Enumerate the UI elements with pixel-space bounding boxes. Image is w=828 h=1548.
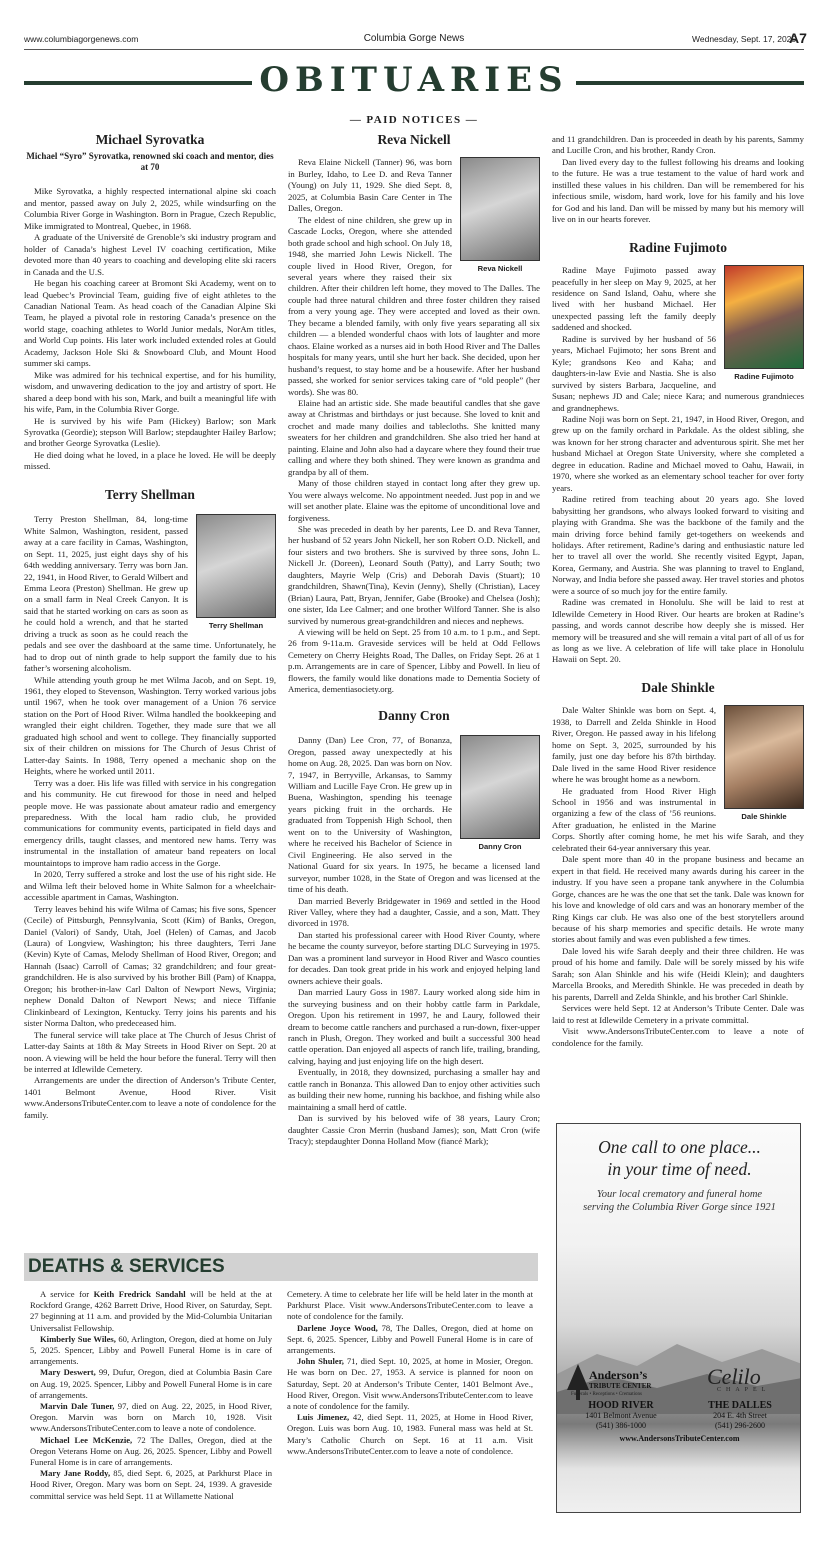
deaths-services-title: DEATHS & SERVICES (28, 1256, 225, 1277)
portrait-photo-nickell (460, 157, 540, 261)
obit-paragraph: She was preceded in death by her parents, Lee D. and Reva Tanner, her husband of 52 years John Nickell, her son Robert O.D. Nickell, and four sisters and two brothers. She is survived by three sons, John L. Nickell Jr. (Doreen), Leonard South (Patty), and Larry South; two daughters, Mayrie Welp (Cris) and Deborah Davis (Stuart); 10 grandchildren, Shawn(Tina), Kevin (Jenny), Shelly (Christian), Lacey (Brian) Laura, Patt, Bryan, Jennifer, Gabe (Brooke) and Chelsea (Josh); one sister, Ida Lee Calmer; and one brother Wilford Tanner. She is also survived by numerous great-grandchildren and nieces and nephews. (288, 523, 540, 626)
obit-paragraph: Elaine had an artistic side. She made beautiful candles that she gave away at Christmas and birthdays or just because. She loved to knit and crochet and made many doilies and tablecloths. She knitted many sweaters for her children and grandchildren. She also tried her hand at painting. Elaine and John also had a daycare where they found their true calling and where they both shined. They were known as grandma and grandpa by all of them. (288, 397, 540, 477)
header-rule (24, 49, 804, 50)
photo-caption: Danny Cron (478, 842, 522, 852)
obit-paragraph: Mike was admired for his technical expertise, and for his humility, wisdom, and unwavering dedication to the joy and artistry of sport. He shared a deep bond with his son, Mark, and built a meaningful life with his wife, Pam, in the Columbia River Gorge. (24, 369, 276, 415)
death-notice: John Shuler, 71, died Sept. 10, 2025, at home in Mosier, Oregon. He was born on Dec. 27, 1953. A service is planned for noon on Saturday, Sept. 20 at Anderson’s Tribute Center, 1401 Belmont Ave., Hood River, Oregon. Visit www.AndersonsTributeCenter.com to leave a note of condolence for the family. (287, 1356, 533, 1412)
issue-date: Wednesday, Sept. 17, 2025 (692, 34, 797, 44)
obit-paragraph: Danny (Dan) Lee Cron, 77, of Bonanza, Oregon, passed away unexpectedly at his home on Aug. 28, 2025. Dan was born on Nov. 7, 1947, in Berryville, Arkansas, to Sammy William and Lucille Faye Cron. He grew up in Buena, Washington, spending his teenage years picking fruit in the orchards. He graduated from Toppenish High School, then went on to the University of Washington, where he received his Bachelor of Science in Civil Engineering. He also served in the National Guard for six years. In 1975, he became a licensed land surveyor, number 1028, in the State of Oregon and was licensed at the time of his death. (288, 735, 540, 895)
anderson-tagline: Funerals • Receptions • Cremations (571, 1392, 642, 1397)
obit-title-shellman: Terry Shellman (105, 486, 195, 502)
death-notice: Darlene Joyce Wood, 78, The Dalles, Oregon, died at home on Sept. 6, 2025. Spencer, Libby and Powell Funeral Home is in care of arrangements. (287, 1322, 533, 1356)
photo-caption: Reva Nickell (477, 264, 523, 274)
portrait-photo-shinkle (724, 705, 804, 809)
obit-paragraph: While attending youth group he met Wilma Jacob, and on Sept. 19, 1961, they eloped to Stevenson, Washington. Terry worked various jobs until 1967, when he took over management of a Union 76 service station on the Port of Hood River. Wilma handled the bookkeeping and wrangled their eight children. Together, they made sure that we all graduated high school and went to college. They financially supported six of their children on missions for The Church of Jesus Christ of Latter-day Saints. In 1988, Terry opened a mechanic shop on the Heights, where he worked until 2011. (24, 674, 276, 777)
death-notice: A service for Keith Fredrick Sandahl will be held at the at Rockford Grange, 4262 Barrett Drive, Hood River, on Saturday, Sept. 27 beginning at 11 a.m. and provided by the Mid-Columbia Unitarian Universalist Fellowship. (30, 1289, 272, 1333)
obit-paragraph: Dale Walter Shinkle was born on Sept. 4, 1938, to Darrell and Zelda Shinkle in Hood River, Oregon. He passed away in his lifelong home on Sept. 3, 2025, surrounded by his family, just one day before his 87th birthday. Dale lived in the same Hood River residence where he was brought home as a newborn. (552, 705, 716, 785)
obit-paragraph: Radine Maye Fujimoto passed away peacefully in her sleep on May 9, 2025, at her residence on Sand Island, Oahu, where she lived with her husband Michael. Her unexpected passing left the family deeply saddened and shocked. (552, 265, 716, 333)
death-notice: Luis Jimenez, 42, died Sept. 11, 2025, at Home in Hood River, Oregon. Luis was born Aug. 10, 1983. Funeral mass was held at St. Mary’s Catholic Church on Sept. 16 at 11 a.m. Visit www.AndersonsTributeCenter.com to leave a note of condolence. (287, 1412, 533, 1456)
ad-subheadline: Your local crematory and funeral home serving the Columbia River Gorge since 1921 (583, 1189, 776, 1213)
column-2 (288, 134, 540, 1244)
ad-location-the-dalles: THE DALLES 204 E. 4th Street (541) 296-2600 (708, 1400, 772, 1430)
obit-paragraph: He graduated from Hood River High School in 1956 and was instrumental in organizing a few of the class of ’56 reunions. After graduation, he enlisted in the Marine Corps. Shortly after coming home, he met his wife Sarah, and they celebrated their 64-year anniversary this year. (552, 785, 804, 853)
obit-subtitle-syrovatka: Michael “Syro” Syrovatka, renowned ski coach and mentor, dies at 70 (26, 151, 274, 172)
deaths-column-1 (30, 1289, 272, 1521)
ad-location-hood-river: HOOD RIVER 1401 Belmont Avenue (541) 386-1000 (585, 1400, 657, 1430)
obit-paragraph: Terry was a doer. His life was filled with service in his congregation and his community. He cut firewood for those in need and helped people move. He was passionate about amateur radio and emergency preparedness. With the local ham radio club, he provided communications for community events, participated in field days and emergency drills, taught classes, and mentored new hams. Terry was instrumental in the installation of amateur band repeaters on local mountaintops to improve ham radio access in the Gorge. (24, 777, 276, 868)
obit-paragraph: Dale loved his wife Sarah deeply and their three children. He was proud of his home and family. Dale will be sorely missed by his wife Sarah; son Alan Shinkle and his wife (Heidi Klein); and daughters Marcella Brooks, and Meredith Shinkle. He was preceded in death by his parents, Darrell and Zelda Shinkle, and his brother Carl Shinkle. (552, 945, 804, 1002)
deaths-column-2 (287, 1289, 533, 1521)
photo-caption: Dale Shinkle (741, 812, 787, 822)
anderson-brand-sub: TRIBUTE CENTER (589, 1382, 652, 1390)
obit-paragraph: Radine was cremated in Honolulu. She will be laid to rest at Idlewilde Cemetery in Hood River. Our hearts are broken at Radine’s passing, and words cannot describe how deeply she is missed. Her memory will be treasured and she will remain a vital part of all of us for as long as we live. A celebration of life will take place in Honolulu Hawaii on Sept. 20. (552, 597, 804, 665)
portrait-photo-cron (460, 735, 540, 839)
celilo-brand-sub: CHAPEL (717, 1387, 771, 1393)
photo-figure-shinkle (724, 705, 804, 822)
photo-figure-nickell (460, 157, 540, 274)
obit-paragraph: Radine is survived by her husband of 56 years, Michael Fujimoto; her sons Brent and Kyle; grandsons Keo and Kaha; and daughters-in-law Evie and Nastia. She is also survived by sisters Barbara, Jacqueline, and Susan; nephews JD and Cale; niece Kara; and numerous grandnieces and grandnephews. (552, 333, 804, 413)
obit-paragraph: Many of those children stayed in contact long after they grew up. You were always welcome. No appointment needed. Just pop in and we will set another plate. Elaine was the epitome of unconditional love and forgiveness. (288, 478, 540, 523)
mountain-landscape-illustration (557, 1304, 801, 1414)
obit-paragraph: and 11 grandchildren. Dan is proceeded in death by his parents, Sammy and Lucille Cron, and his brother, Randy Cron. (552, 134, 804, 156)
column-1 (24, 134, 276, 1244)
obit-paragraph: Reva Elaine Nickell (Tanner) 96, was born in Burley, Idaho, to Lee D. and Reva Tanner (Young) on July 11, 1929. She died Sept. 8, 2025, at Columbia Basin Care Center in The Dalles, Oregon. (288, 157, 452, 214)
death-notice: Mary Jane Roddy, 85, died Sept. 6, 2025, at Parkhurst Place in Hood River, Oregon. Mary was born on Sept. 24, 1939. A graveside committal service was held Sept. 11 at Willamette National (30, 1468, 272, 1501)
site-url: www.columbiagorgenews.com (24, 34, 139, 44)
obit-paragraph: Dan married Beverly Bridgewater in 1969 and settled in the Hood River Valley, where they had a daughter, Cassie, and a son, Matt. They divorced in 1978. (288, 895, 540, 929)
obit-paragraph: He is survived by his wife Pam (Hickey) Barlow; son Mark Syrovatka (Geordie); stepson Will Barlow; stepdaughter Hailey Barlow; and brother George Syrovatka (Leslie). (24, 415, 276, 449)
photo-figure-shellman (196, 514, 276, 631)
page-number: A7 (789, 30, 807, 46)
obit-paragraph: The eldest of nine children, she grew up in Cascade Locks, Oregon, where she attended both grade school and high school. On July 18, 1948, she married John Lewis Nickell. The couple lived in Hood River, Oregon, for several years where they raised their six children. After their children left home, they moved to The Dalles. The couple had three natural children and three foster children they raised from a very young age. They were accepted and loved as their own. They became a blended family, with only five years separating all six children — a blended wonderful chaos with lots of laughter and more chaos. Elaine worked as a nurses aid in both Hood River and The Dalles hospitals for many years, until she hurt her back. She decided, upon her husband’s request, to stay home and be a housewife. After her husband passed, she worked for senior services taking care of “old people” (her words). She was 80. (288, 214, 540, 397)
obit-paragraph: Dan started his professional career with Hood River County, where he became the county surveyor, before starting DLC Surveying in 1975. Dan was a prominent land surveyor in Hood River and Wasco counties for decades. Dan took great pride in his work and enjoyed helping land owners achieve their goals. (288, 929, 540, 986)
portrait-photo-fujimoto (724, 265, 804, 369)
obit-title-fujimoto: Radine Fujimoto (629, 239, 727, 255)
obit-paragraph: Mike Syrovatka, a highly respected international alpine ski coach and mentor, passed away on July 2, 2025, while windsurfing on the Columbia River Gorge in Washington. Born in Prague, Czech Republic, Mike immigrated to Montreal, Quebec, in 1968. (24, 186, 276, 231)
celilo-brand: Celilo (707, 1364, 761, 1389)
obit-paragraph: He died doing what he loved, in a place he loved. He will be deeply missed. (24, 449, 276, 472)
portrait-photo-shellman (196, 514, 276, 618)
paid-notices-label: — PAID NOTICES — (349, 114, 479, 126)
obit-title-cron: Danny Cron (378, 707, 450, 723)
obit-paragraph: The funeral service will take place at The Church of Jesus Christ of Latter-day Saints at 18th & May Streets in Hood River on Sept. 20 at noon. A viewing will be held the hour before the funeral. Terry will then be interred at Idlewilde Cemetery. (24, 1029, 276, 1074)
deaths-services-banner (24, 1253, 538, 1281)
funeral-home-advertisement[interactable] (556, 1123, 801, 1513)
death-notice: Marvin Dale Tuner, 97, died on Aug. 22, 2025, in Hood River, Oregon. Marvin was born on March 10, 1928. Visit www.AndersonsTributeCenter.com to leave a note of condolence. (30, 1401, 272, 1434)
obit-paragraph: Arrangements are under the direction of Anderson’s Tribute Center, 1401 Belmont Avenue, Hood River. Visit www.AndersonsTributeCenter.com to leave a note of condolence for the family. (24, 1075, 276, 1120)
column-3 (552, 134, 804, 1114)
obit-paragraph: Dan married Laury Goss in 1987. Laury worked along side him in the surveying business and on their hobby cattle farm in Parkdale, Oregon. Upon his retirement in 1997, he and Laury, followed their dream to become cattle ranchers and purchased a run-down, fixer-upper ranch in Plush, Oregon. They worked and built a successful 300 head cattle operation. Dan enjoyed all aspects of ranch life, trailing, branding, calving, haying and just enjoying life on the high desert. (288, 987, 540, 1066)
obit-paragraph: A viewing will be held on Sept. 25 from 10 a.m. to 1 p.m., and Sept. 26 from 9-11a.m. Graveside services will be held at Odd Fellows Cemetery on Cherry Heights Road, The Dalles, on Friday Sept. 26 at 1 p.m. Arrangements are in care of Spencer, Libby and Powell. In lieu of flowers, the family would like donations made to Dementia Society of America, dementiasociety.org. (288, 627, 540, 695)
obit-paragraph: Dan lived every day to the fullest following his dreams and looking to the future. He was a true testament to the value of hard work and instilled these values in his children. Dan will be remembered for his infectious smile, wisdom, hard work, love for his family and his love for God and his land. Dan will be missed by many but his memory will live on in our hearts forever. (552, 156, 804, 225)
obit-paragraph: Radine Noji was born on Sept. 21, 1947, in Hood River, Oregon, and grew up on the family orchard in Parkdale. As the oldest sibling, she was known for her strong character and adventurous spirit. She met her husband Michael at Oregon State University, where she completed a degree in education. Radine and Michael moved to Oahu, Hawaii, in 1970, where she worked as an elementary school teacher for over forty years. (552, 413, 804, 493)
obit-paragraph: Terry Preston Shellman, 84, long-time White Salmon, Washington, resident, passed away at a care facility in Camas, Washington, on Sept. 11, 2025, just eight days shy of his 64th wedding anniversary. Terry was born Jan. 22, 1941, in Hood River, to Gerald Wilbert and Emma Leora (Preston) Shellman. He grew up on a small farm in Neal Creek Canyon. It is said that he started working on cars as soon as he could hold a wrench, and that he started driving a truck as soon as he could reach the pedals and see over the dashboard at the same time. Unfortunately, he had to drop out of ninth grade to help support the family due to his father’s worsening alcoholism. (24, 514, 276, 674)
obit-paragraph: A graduate of the Université de Grenoble’s ski industry program and holder of Canada’s highest Level IV coaching certification, Mike devoted more than 40 years to coaching and developing elite ski racers in Canada and the U.S. (24, 232, 276, 277)
obit-paragraph: Dale spent more than 40 in the propane business and became an expert in that field. He received many awards during his career in the industry. If you have seen a propane tank anywhere in the Columbia Gorge, chances are he was the one that set the tank. Dale was known for his love and knowledge of old cars and was an honorary member of the Ring Kings car club. He was also one of the best storytellers around because of his sharp memories and specific details. He wrote many stories about family and was even published a few times. (552, 854, 804, 945)
obit-title-nickell: Reva Nickell (377, 134, 451, 147)
obit-paragraph: Visit www.AndersonsTributeCenter.com to leave a note of condolence for the family. (552, 1026, 804, 1048)
obit-title-syrovatka: Michael Syrovatka (95, 134, 205, 147)
photo-caption: Terry Shellman (208, 621, 264, 631)
photo-caption: Radine Fujimoto (734, 372, 794, 382)
obit-paragraph: Eventually, in 2018, they downsized, purchasing a smaller hay and cattle ranch in Bonanza. This allowed Dan to enjoy other activities such as building their new home, running his backhoe, and fishing while also maintaining a small herd of cattle. (288, 1067, 540, 1112)
paper-name: Columbia Gorge News (363, 33, 465, 44)
photo-figure-cron (460, 735, 540, 852)
obit-paragraph: Radine retired from teaching about 20 years ago. She loved babysitting her grandsons, who always looked forward to visiting and playing with Grandma. She was the backbone of the family and the main driving force behind family get-togethers on weekends and holidays. After retirement, Radine’s daring and enthusiastic nature led her to travel all over the world. She recently visited Egypt, Japan, Korea, Germany, and Austria. She was planning to travel to England, Norway, and India before she passed away. Her travel stories and photos were a source of so much joy for the entire family. (552, 494, 804, 596)
death-notice-continued: Cemetery. A time to celebrate her life will be held later in the month at Parkhurst Place. Visit www.AndersonsTributeCenter.com to leave a note of condolence for the family. (287, 1289, 533, 1322)
section-title: OBITUARIES (259, 60, 569, 100)
obit-paragraph: In 2020, Terry suffered a stroke and lost the use of his right side. He and Wilma left their beloved home in White Salmon for a wheelchair-accessible apartment in Camas, Washington. (24, 869, 276, 903)
death-notice: Michael Lee McKenzie, 72 The Dalles, Oregon, died at the Oregon Veterans Home on Aug. 26, 2025. Spencer, Libby and Powell Funeral Home is in care of arrangements. (30, 1434, 272, 1468)
ad-headline: One call to one place... in your time of need. (598, 1137, 761, 1179)
obit-paragraph: Dan is survived by his beloved wife of 38 years, Laury Cron; daughter Cassie Cron Merrin (husband James); son, Matt Cron (wife Tracy); stepdaughter Donna Holland Mow (fiancé Mark); (288, 1113, 540, 1147)
death-notice: Kimberly Sue Wiles, 60, Arlington, Oregon, died at home on July 5, 2025. Spencer, Libby and Powell Funeral Home is in care of arrangements. (30, 1333, 272, 1367)
death-notice: Mary Deswert, 99, Dufur, Oregon, died at Columbia Basin Care on Aug. 19, 2025. Spencer, Libby and Powell Funeral Home is in care of arrangements. (30, 1367, 272, 1400)
photo-figure-fujimoto (724, 265, 804, 382)
obit-paragraph: Services were held Sept. 12 at Anderson’s Tribute Center. Dale was laid to rest at Idlewilde Cemetery in a private committal. (552, 1003, 804, 1025)
anderson-brand: Anderson’s (589, 1368, 648, 1382)
obit-paragraph: Terry leaves behind his wife Wilma of Camas; his five sons, Spencer (Cecile) of Pittsburgh, Pennsylvania, Scott (Kim) of Banks, Oregon, Daniel (Valori) of Sandy, Utah, Joel (Helen) of Camas, and Jacob (Laura) of Longview, Washington; his three daughters, Terri Jane (Kevin) Kyte of Camas, Melody Shellman of Hood River, Oregon; and Hannah (Isaac) Carroll of Camas; 32 grandchildren; and four great-grandchildren. He is also survived by his brother Bill (Pam) of Knappa, Oregon; his brother-in-law Carl Dalton of Newport News, Virginia; nephew Donald Dalton of Newport News; and niece Tiffanie Clinkinbeard of Lexington, Kentucky. Terry joins his parents and his sister Norma Dalton, who predeceased him. (24, 903, 276, 1029)
obit-title-shinkle: Dale Shinkle (641, 679, 715, 695)
ad-website-link[interactable]: www.AndersonsTributeCenter.com (619, 1434, 740, 1443)
obit-paragraph: He began his coaching career at Bromont Ski Academy, went on to lead Quebec’s Provincial Team, guiding five of eight athletes to the Canadian National Team. As head coach of the Canadian Alpine Ski Team, he played a pivotal role in restoring Canada’s presence on the world stage, coaching athletes to World Junior medals, NorAm titles, and World Cup points. His later work included extended roles at Gould Academy, Jackson Hole Ski & Snowboard Club, and Mount Hood summer ski camps. (24, 278, 276, 369)
